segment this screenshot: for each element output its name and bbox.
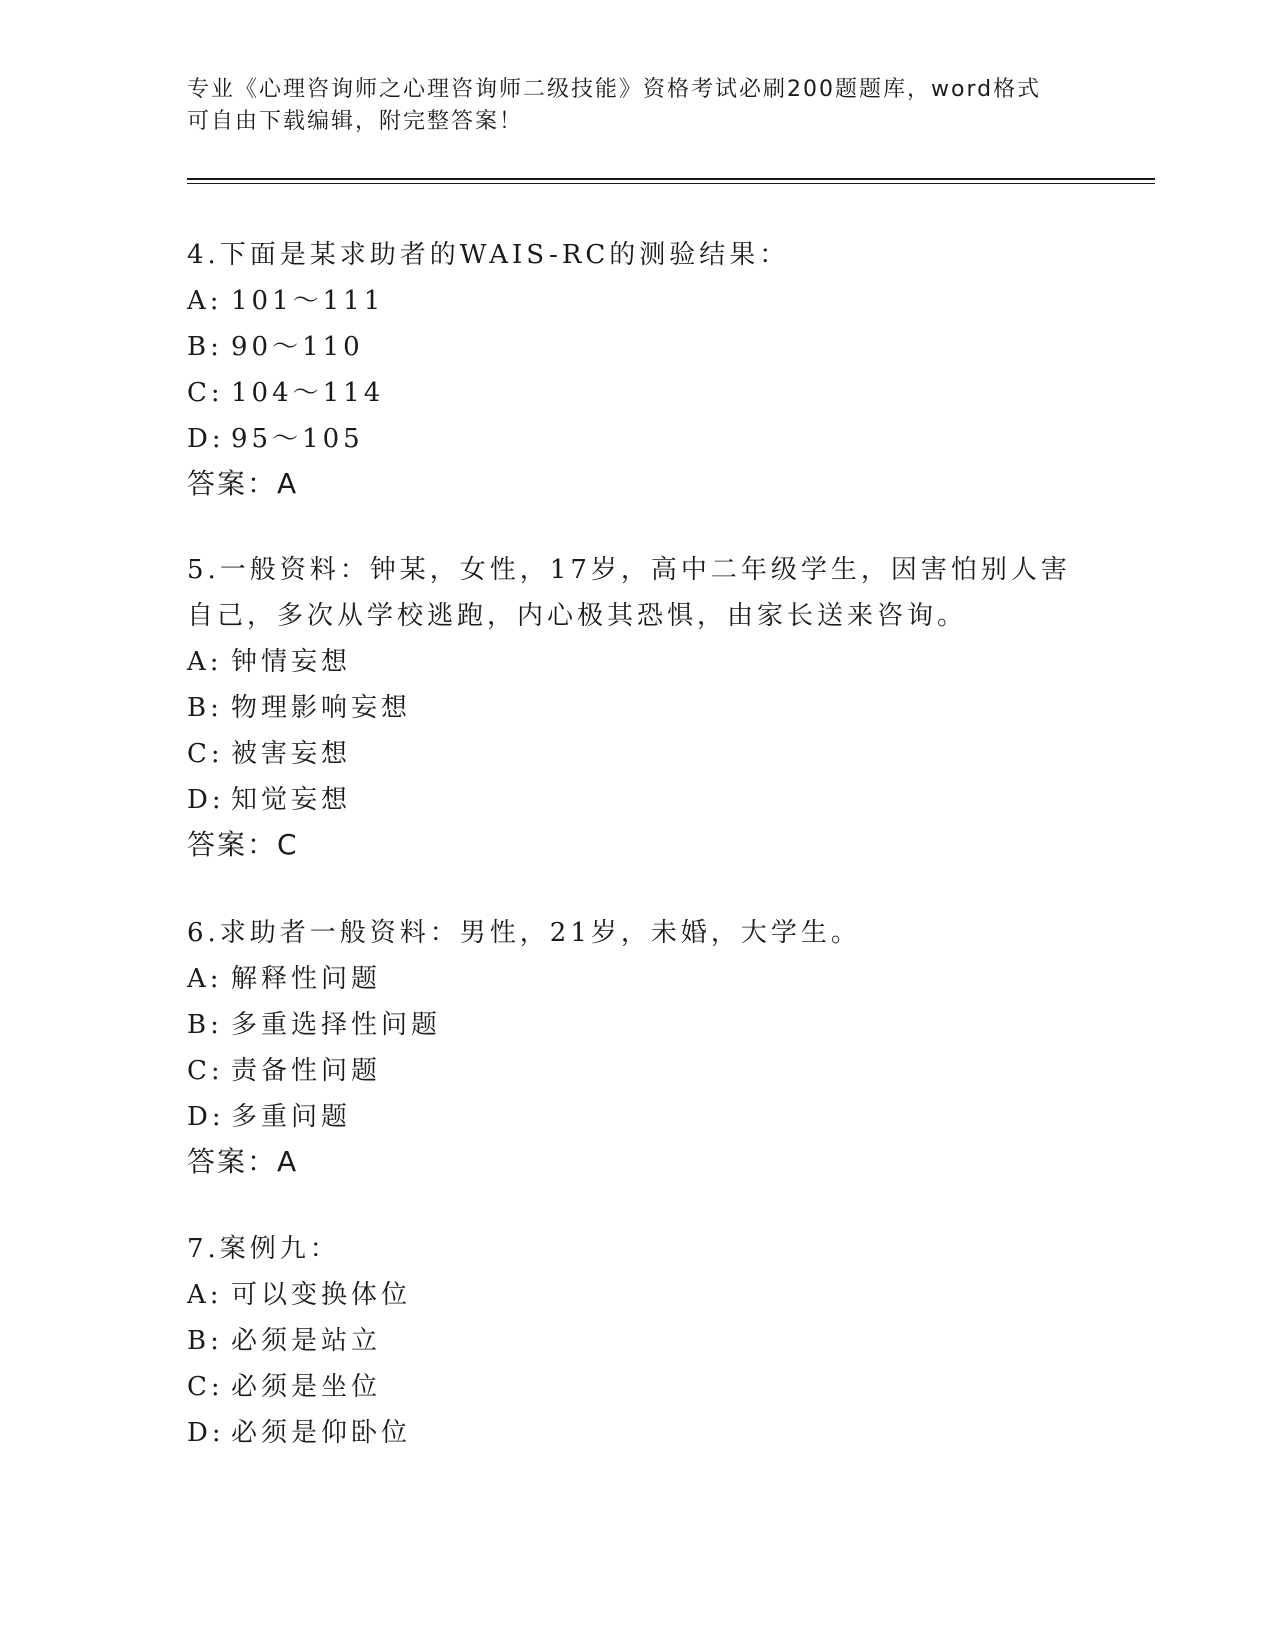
option-text: 90～110 xyxy=(231,332,364,362)
option-a xyxy=(187,956,1087,1002)
option-b xyxy=(187,324,1087,370)
header-divider-thick xyxy=(187,178,1155,180)
option-d xyxy=(187,1094,1087,1140)
option-text: 钟情妄想 xyxy=(231,647,352,677)
question-stem: 7.案例九： xyxy=(187,1234,340,1264)
option-text: 解释性问题 xyxy=(231,964,382,994)
option-letter: C: xyxy=(187,739,224,769)
option-letter: B: xyxy=(187,332,223,362)
option-list xyxy=(187,278,1087,462)
question-stem: 6.求助者一般资料：男性，21岁，未婚，大学生。 xyxy=(187,918,861,948)
option-letter: A: xyxy=(187,964,223,994)
option-b xyxy=(187,685,1087,731)
option-letter: B: xyxy=(187,1010,223,1040)
option-text: 95～105 xyxy=(231,424,364,454)
option-text: 多重选择性问题 xyxy=(231,1010,442,1040)
question-stem: 4.下面是某求助者的WAIS-RC的测验结果： xyxy=(187,240,790,270)
option-letter: A: xyxy=(187,647,223,677)
option-b xyxy=(187,1002,1087,1048)
question-5 xyxy=(187,547,1087,867)
option-letter: A: xyxy=(187,286,223,316)
option-letter: D: xyxy=(187,785,225,815)
question-6 xyxy=(187,910,1087,1184)
option-text: 101～111 xyxy=(231,286,385,316)
option-letter: D: xyxy=(187,424,225,454)
option-d xyxy=(187,416,1087,462)
question-stem: 5.一般资料：钟某，女性，17岁，高中二年级学生，因害怕别人害自己，多次从学校逃跑，内心极其恐惧，由家长送来咨询。 xyxy=(187,555,1071,631)
option-text: 被害妄想 xyxy=(231,739,352,769)
header-line-1: 专业《心理咨询师之心理咨询师二级技能》资格考试必刷200题题库，word格式 xyxy=(187,77,1042,102)
option-text: 多重问题 xyxy=(231,1102,352,1132)
option-list xyxy=(187,1272,1087,1456)
option-letter: D: xyxy=(187,1418,225,1448)
option-text: 知觉妄想 xyxy=(231,785,352,815)
option-c xyxy=(187,1048,1087,1094)
question-4 xyxy=(187,232,1087,506)
option-d xyxy=(187,777,1087,823)
answer-text: 答案：C xyxy=(187,828,299,861)
question-7 xyxy=(187,1226,1087,1456)
option-letter: C: xyxy=(187,378,224,408)
option-text: 必须是仰卧位 xyxy=(231,1418,412,1448)
option-a xyxy=(187,278,1087,324)
option-text: 物理影响妄想 xyxy=(231,693,412,723)
document-header xyxy=(187,74,1087,138)
option-a xyxy=(187,1272,1087,1318)
option-d xyxy=(187,1410,1087,1456)
header-line-2: 可自由下载编辑，附完整答案！ xyxy=(187,109,524,134)
answer-text: 答案：A xyxy=(187,1145,299,1178)
option-letter: C: xyxy=(187,1056,224,1086)
option-letter: B: xyxy=(187,693,223,723)
option-list xyxy=(187,639,1087,823)
answer-text: 答案：A xyxy=(187,467,299,500)
option-letter: C: xyxy=(187,1372,224,1402)
option-c xyxy=(187,731,1087,777)
option-c xyxy=(187,1364,1087,1410)
option-text: 必须是坐位 xyxy=(231,1372,382,1402)
option-text: 104～114 xyxy=(231,378,385,408)
option-a xyxy=(187,639,1087,685)
option-text: 必须是站立 xyxy=(231,1326,382,1356)
option-letter: D: xyxy=(187,1102,225,1132)
option-b xyxy=(187,1318,1087,1364)
option-letter: A: xyxy=(187,1280,223,1310)
option-text: 责备性问题 xyxy=(231,1056,382,1086)
option-text: 可以变换体位 xyxy=(231,1280,412,1310)
header-divider-thin xyxy=(187,183,1155,184)
option-list xyxy=(187,956,1087,1140)
option-letter: B: xyxy=(187,1326,223,1356)
option-c xyxy=(187,370,1087,416)
